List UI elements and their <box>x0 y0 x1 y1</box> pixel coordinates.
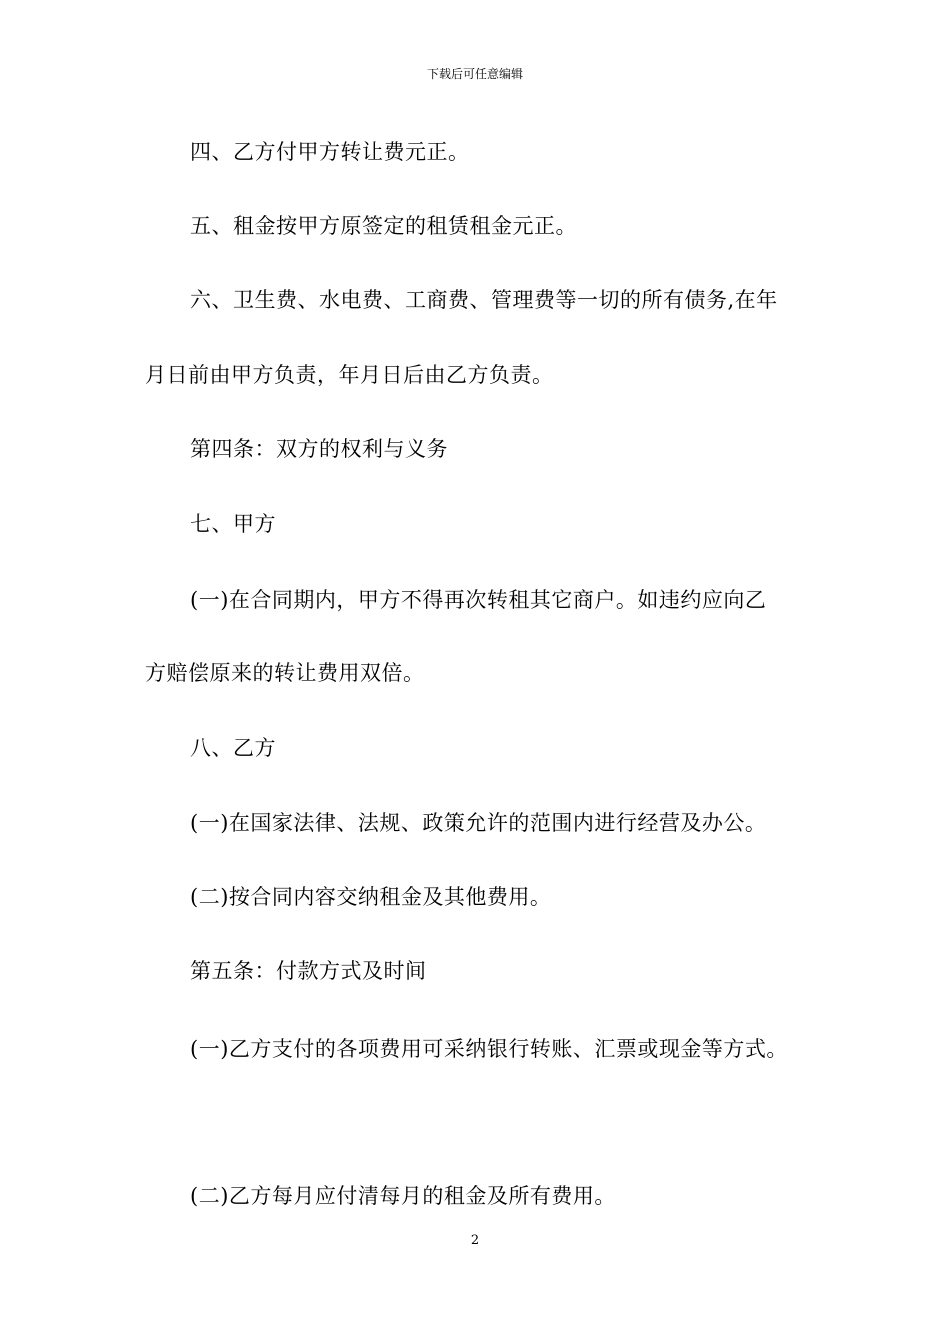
paragraph-transfer-fee: 四、乙方付甲方转让费元正。 <box>190 140 470 164</box>
paragraph-debts-line2: 月日前由甲方负责，年月日后由乙方负责。 <box>145 363 554 387</box>
party-a-clause-1-line1: (一)在合同期内，甲方不得再次转租其它商户。如违约应向乙 <box>190 588 767 612</box>
paragraph-rent: 五、租金按甲方原签定的租赁租金元正。 <box>190 214 577 238</box>
party-b-heading: 八、乙方 <box>190 736 276 760</box>
party-b-clause-2: (二)按合同内容交纳租金及其他费用。 <box>190 885 552 909</box>
payment-clause-1: (一)乙方支付的各项费用可采纳银行转账、汇票或现金等方式。 <box>190 1037 788 1061</box>
payment-clause-2: (二)乙方每月应付清每月的租金及所有费用。 <box>190 1184 616 1208</box>
party-a-clause-1-line2: 方赔偿原来的转让费用双倍。 <box>145 661 425 685</box>
page-number: 2 <box>470 1233 480 1248</box>
paragraph-debts-line1: 六、卫生费、水电费、工商费、管理费等一切的所有债务,在年 <box>190 288 778 312</box>
article-5-heading: 第五条：付款方式及时间 <box>190 959 427 983</box>
party-a-heading: 七、甲方 <box>190 512 276 536</box>
page-header: 下载后可任意编辑 <box>426 67 523 81</box>
party-b-clause-1: (一)在国家法律、法规、政策允许的范围内进行经营及办公。 <box>190 811 767 835</box>
article-4-heading: 第四条：双方的权利与义务 <box>190 437 448 461</box>
